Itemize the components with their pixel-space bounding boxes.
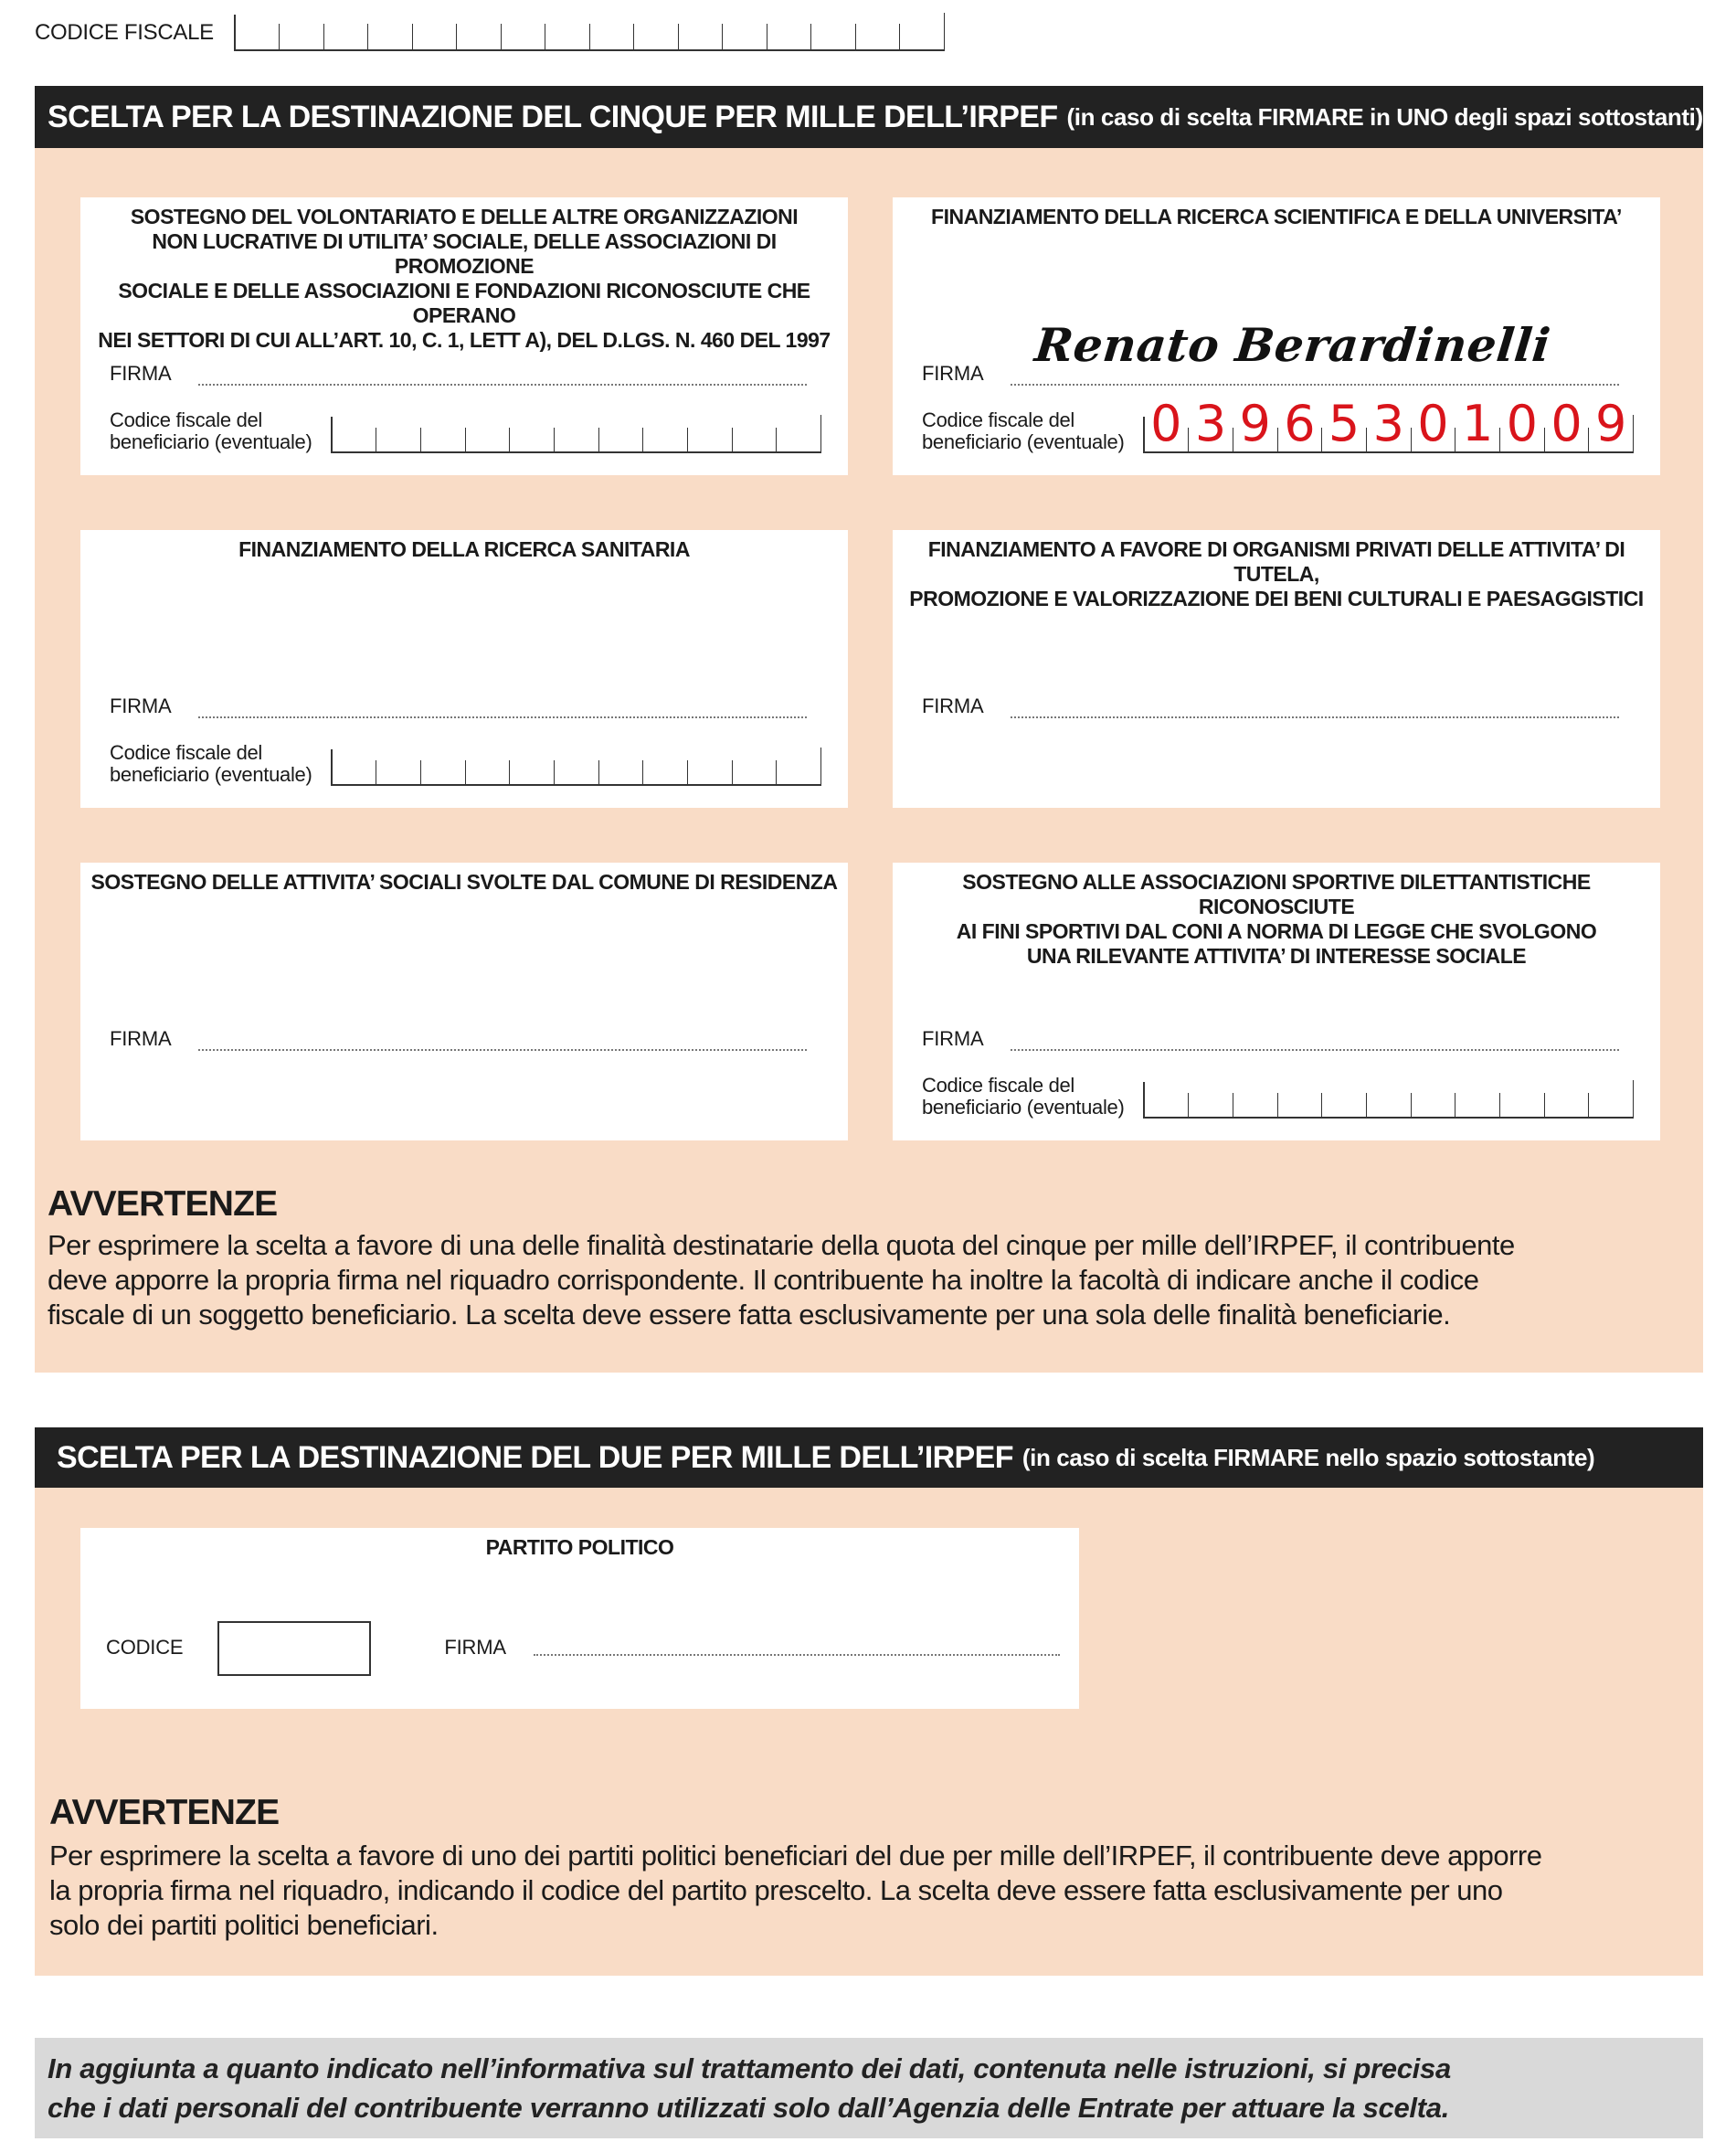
firma-signature-line[interactable] <box>534 1654 1060 1656</box>
cf-digit: 1 <box>1461 395 1494 452</box>
firma-label: FIRMA <box>922 362 984 385</box>
avvertenze-title: AVVERTENZE <box>49 1793 280 1832</box>
codice-firma-row <box>106 1621 1060 1676</box>
firma-row <box>110 695 807 718</box>
beneficiario-cf-row <box>110 409 821 453</box>
firma-row <box>922 695 1619 718</box>
beneficiario-cf-field[interactable] <box>331 749 822 786</box>
box-volontariato <box>80 197 848 475</box>
box-associazioni-sportive <box>893 863 1660 1140</box>
box-title: FINANZIAMENTO A FAVORE DI ORGANISMI PRIVATI DELLE ATTIVITA’ DI TUTELA, PROMOZIONE E VALORIZZAZIONE DEI BENI CULTURALI E PAESAGGISTICI <box>909 537 1644 610</box>
beneficiario-cf-field[interactable] <box>1143 395 1635 453</box>
handwritten-signature: Renato Berardinelli <box>1032 318 1553 372</box>
codice-fiscale-row <box>35 11 945 51</box>
due-header-main: SCELTA PER LA DESTINAZIONE DEL DUE PER MILLE DELL’IRPEF <box>57 1439 1013 1475</box>
beneficiario-cf-field[interactable] <box>331 417 822 453</box>
box-title: SOSTEGNO ALLE ASSOCIAZIONI SPORTIVE DILETTANTISTICHE RICONOSCIUTE AI FINI SPORTIVI DAL CONI A NORMA DI LEGGE CHE SVOLGONO UNA RILEVANTE ATTIVITA’ DI INTERESSE SOCIALE <box>956 870 1597 968</box>
cf-digit: 5 <box>1328 395 1360 452</box>
beneficiario-cf-field[interactable] <box>1143 1082 1635 1119</box>
cf-digit: 9 <box>1595 395 1627 452</box>
beneficiario-cf-label: Codice fiscale del beneficiario (eventuale) <box>110 741 312 786</box>
beneficiario-cf-row <box>922 395 1634 453</box>
box-comune-residenza <box>80 863 848 1140</box>
codice-fiscale-field[interactable] <box>234 15 945 51</box>
firma-row <box>922 362 1619 386</box>
cinque-per-mille-header <box>35 86 1703 148</box>
cf-digit: 0 <box>1506 395 1539 452</box>
box-title: SOSTEGNO DEL VOLONTARIATO E DELLE ALTRE ORGANIZZAZIONI NON LUCRATIVE DI UTILITA’ SOCIALE, DELLE ASSOCIAZIONI DI PROMOZIONE SOCIALE E DELLE ASSOCIAZIONI E FONDAZIONI RICONOSCIUTE CHE OPERANO NEI SETTORI DI CUI ALL’ART. 10, C. 1, LETT A), DEL D.LGS. N. 460 DEL 1997 <box>98 205 831 352</box>
firma-label: FIRMA <box>110 1027 172 1050</box>
cf-digit: 0 <box>1150 395 1182 452</box>
firma-signature-line[interactable] <box>1011 1049 1619 1051</box>
beneficiario-cf-row <box>110 742 821 786</box>
firma-signature-line[interactable] <box>1011 384 1619 386</box>
privacy-note-line: In aggiunta a quanto indicato nell’informativa sul trattamento dei dati, contenuta nelle istruzioni, si precisa <box>48 2052 1451 2084</box>
beneficiario-cf-label: Codice fiscale del beneficiario (eventuale) <box>922 1074 1125 1119</box>
box-partito-politico <box>80 1528 1079 1709</box>
firma-row <box>110 362 807 386</box>
cinque-header-main: SCELTA PER LA DESTINAZIONE DEL CINQUE PER MILLE DELL’IRPEF <box>48 99 1058 134</box>
cf-digit: 9 <box>1239 395 1271 452</box>
box-ricerca-scientifica <box>893 197 1660 475</box>
firma-signature-line[interactable] <box>198 384 807 386</box>
avvertenze-text: Per esprimere la scelta a favore di una delle finalità destinatarie della quota del cinque per mille dell’IRPEF, il contribuente deve apporre la propria firma nel riquadro corrispondente. Il contribuente ha inoltre la facoltà di indicare anche il codice fiscale di un soggetto beneficiario. La scelta deve essere fatta esclusivamente per una sola delle finalità beneficiarie. <box>48 1229 1515 1331</box>
box-title: PARTITO POLITICO <box>485 1535 674 1559</box>
cf-digit: 6 <box>1284 395 1316 452</box>
due-header-sub: (in caso di scelta FIRMARE nello spazio sottostante) <box>1021 1443 1595 1471</box>
cf-digit: 0 <box>1551 395 1583 452</box>
firma-row <box>110 1027 807 1051</box>
beneficiario-cf-row <box>922 1075 1634 1119</box>
codice-partito-field[interactable] <box>217 1621 371 1676</box>
beneficiario-cf-label: Codice fiscale del beneficiario (eventuale) <box>922 408 1125 453</box>
firma-label: FIRMA <box>922 695 984 717</box>
cinque-header-sub: (in caso di scelta FIRMARE in UNO degli spazi sottostanti) <box>1066 102 1703 131</box>
beneficiario-cf-label: Codice fiscale del beneficiario (eventuale) <box>110 408 312 453</box>
firma-label: FIRMA <box>922 1027 984 1050</box>
box-title: FINANZIAMENTO DELLA RICERCA SANITARIA <box>238 537 690 561</box>
cf-digit: 3 <box>1372 395 1404 452</box>
firma-label: FIRMA <box>110 695 172 717</box>
avvertenze-title: AVVERTENZE <box>48 1184 278 1224</box>
cf-digit: 0 <box>1417 395 1449 452</box>
codice-label: CODICE <box>106 1636 184 1659</box>
firma-signature-line[interactable] <box>1011 716 1619 718</box>
firma-label: FIRMA <box>110 362 172 385</box>
box-title: FINANZIAMENTO DELLA RICERCA SCIENTIFICA E DELLA UNIVERSITA’ <box>931 205 1622 228</box>
due-per-mille-header <box>35 1427 1703 1488</box>
privacy-note-line: che i dati personali del contribuente verranno utilizzati solo dall’Agenzia delle Entrate per attuare la scelta. <box>48 2092 1450 2124</box>
firma-signature-line[interactable] <box>198 1049 807 1051</box>
codice-fiscale-label: CODICE FISCALE <box>35 20 214 45</box>
firma-signature-line[interactable] <box>198 716 807 718</box>
firma-label: FIRMA <box>444 1636 506 1659</box>
box-beni-culturali <box>893 530 1660 808</box>
privacy-note <box>35 2038 1703 2138</box>
firma-row <box>922 1027 1619 1051</box>
avvertenze-text: Per esprimere la scelta a favore di uno dei partiti politici beneficiari del due per mille dell’IRPEF, il contribuente deve apporre la propria firma nel riquadro, indicando il codice del partito prescelto. La scelta deve essere fatta esclusivamente per uno solo dei partiti politici beneficiari. <box>49 1840 1542 1941</box>
box-title: SOSTEGNO DELLE ATTIVITA’ SOCIALI SVOLTE DAL COMUNE DI RESIDENZA <box>90 870 838 894</box>
cf-digit: 3 <box>1194 395 1227 452</box>
box-ricerca-sanitaria <box>80 530 848 808</box>
